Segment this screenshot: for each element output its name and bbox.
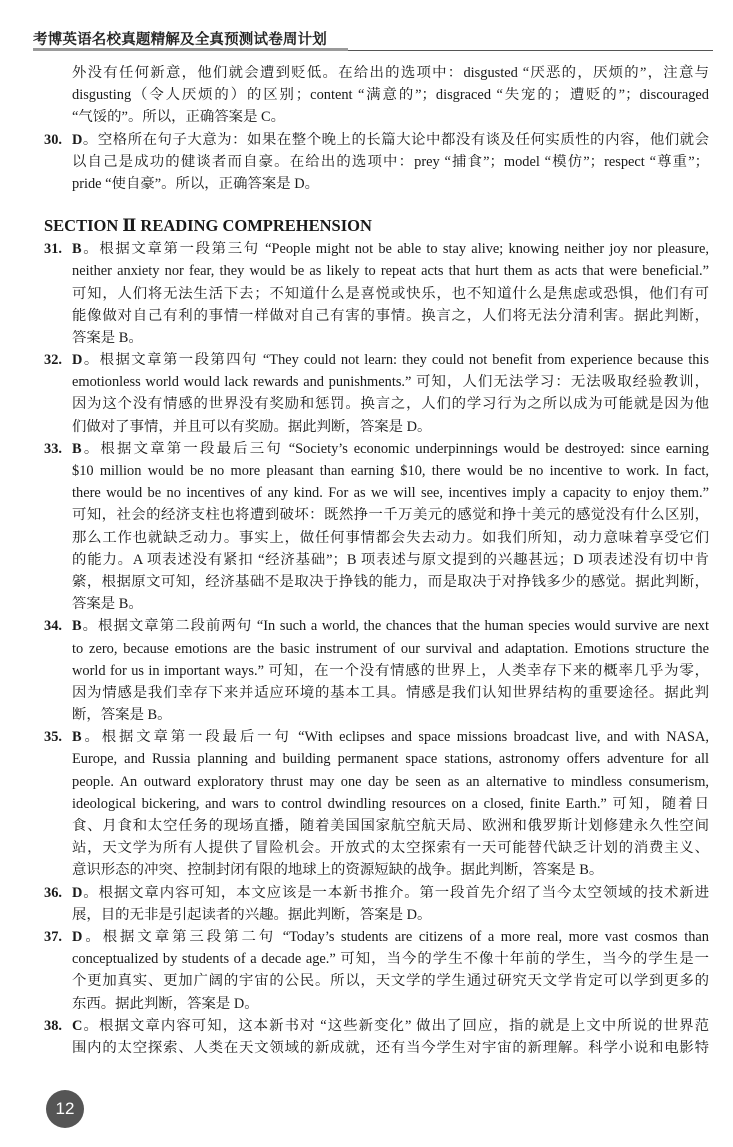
section-heading: SECTION Ⅱ READING COMPREHENSION: [44, 216, 372, 236]
answer-item-32: [44, 349, 709, 438]
text-line: [44, 129, 709, 151]
question-number: 33.: [44, 440, 62, 457]
explanation-text: 。根据文章第一段最后一句 “With eclipses and space missions broadcast live, and with NASA,: [81, 729, 709, 746]
explanation-text: 。根据文章第一段第三句 “People might not be able to stay alive; knowing neither joy nor pleasure,: [81, 241, 709, 258]
text-line: 展，目的无非是引起读者的兴趣。据此判断，答案是 D。: [72, 906, 432, 923]
explanation-text: 。空格所在句子大意为：如果在整个晚上的长篇大论中都没有谈及任何实质性的内容，他们就会: [82, 131, 709, 148]
text-line: 能像做对自己有利的事情一样做对自己有害的事情。换言之，人们将无法分清利害。据此判断，: [72, 307, 709, 324]
question-number: 35.: [44, 729, 62, 746]
answer-letter: B: [72, 729, 82, 746]
answer-letter: B: [72, 618, 82, 635]
text-line: 因为情感是我们幸存下来并适应环境的基本工具。情感是我们认知世界结构的重要途径。据此判: [72, 684, 709, 701]
page-number-badge: 12: [46, 1090, 84, 1128]
text-line: 答案是 B。: [72, 596, 143, 613]
answer-item-30: [44, 129, 709, 196]
section-gap: [44, 195, 709, 215]
running-head: [33, 26, 713, 52]
answer-item-36: [44, 882, 709, 926]
text-line: 东西。据此判断，答案是 D。: [72, 995, 259, 1012]
text-line: [44, 238, 709, 260]
text-line: [44, 926, 709, 948]
text-line: 外没有任何新意，他们就会遭到贬低。在给出的选项中：disgusted “厌恶的，厌烦的”，注意与: [72, 65, 709, 81]
text-line: 可知，人们将无法生活下去；不知道什么是喜悦或快乐，也不知道什么是焦虑或恐惧，他们有可: [72, 285, 709, 302]
explanation-text: 。根据文章第一段第四句 “They could not learn: they could not benefit from experience because this: [82, 352, 709, 369]
question-number: 38.: [44, 1017, 62, 1034]
answer-letter: D: [72, 928, 83, 945]
text-line: there would be no incentives of any kind. For as we will see, incentives imply a capacity to enjoy them.”: [72, 485, 709, 502]
text-line: 断，答案是 B。: [72, 707, 172, 724]
answer-letter: B: [72, 241, 82, 258]
text-line: 答案是 B。: [72, 329, 143, 346]
answer-list-cloze: [44, 129, 709, 196]
answer-item-33: [44, 438, 709, 616]
text-line: neither anxiety nor fear, they would be as likely to repeat acts that hurt them as acts that were beneficial.”: [72, 263, 709, 280]
answer-list-reading: [44, 238, 709, 1059]
running-head-title: 考博英语名校真题精解及全真预测试卷周计划: [33, 32, 327, 48]
running-head-accent-rule: [33, 48, 348, 51]
text-line: 那么工作也就缺乏动力。事实上，做任何事情都会失去动力。如我们所知，动力意味着享受它们: [72, 529, 709, 546]
text-line: pride “使自豪”。所以，正确答案是 D。: [72, 175, 320, 192]
answer-item-34: [44, 615, 709, 726]
answer-letter: C: [72, 1017, 83, 1034]
explanation-text: 。根据文章第三段第二句 “Today’s students are citizens of a more real, more vast cosmos than: [82, 928, 709, 945]
text-line: 食、月食和太空任务的现场直播，随着美国国家航空航天局、欧洲和俄罗斯计划修建永久性空间: [72, 818, 709, 834]
continuation-paragraph: [44, 62, 709, 129]
text-line: people. An outward exploratory thrust may one day be seen as an alternative to mindless consumerism,: [72, 773, 709, 790]
text-line: [44, 438, 709, 460]
answer-letter: D: [72, 352, 83, 369]
text-line: 个更加真实、更加广阔的宇宙的公民。所以，天文学的学生通过研究天文学肯定可以学到更多的: [72, 973, 709, 990]
text-line: disgusting（令人厌烦的）的区别；content “满意的”；disgraced “失宠的；遭贬的”；discouraged: [72, 87, 709, 104]
text-line: 站，天文学为所有人提供了冒险机会。开放式的太空探索有一天可能替代缺乏计划的消费主义、: [72, 840, 709, 857]
text-line: 们做对了事情，并且可以有奖励。据此判断，答案是 D。: [72, 418, 432, 435]
explanation-text: 。根据文章内容可知，这本新书对 “这些新变化” 做出了回应，指的就是上文中所说的世界范: [82, 1017, 709, 1034]
answer-letter: D: [72, 884, 83, 901]
answer-item-38: [44, 1015, 709, 1059]
text-line: ideological bickering, and wars to control dwindling resources on a closed, finite Earth.” 可知，随着日: [72, 795, 709, 812]
text-line: emotionless world would lack rewards and punishments.” 可知，人们无法学习：无法吸取经验教训，: [72, 374, 709, 391]
answer-item-35: [44, 726, 709, 881]
text-line: “气馁的”。所以，正确答案是 C。: [72, 109, 286, 126]
text-line: world for us in important ways.” 可知，在一个没有情感的世界上，人类幸存下来的概率几乎为零，: [72, 662, 709, 679]
text-line: 意识形态的冲突、控制封闭有限的地球上的资源短缺的战争。据此判断，答案是 B。: [72, 862, 604, 879]
page-content: [44, 62, 709, 1059]
text-line: $10 million would be no more pleasant than earning $10, there would be no incentive to work. In fact,: [72, 463, 709, 479]
text-line: 因为这个没有情感的世界没有奖励和惩罚。换言之，人们的学习行为之所以成为可能就是因为他: [72, 396, 709, 413]
text-line: conceptualized by students of a decade age.” 可知，当今的学生不像十年前的学生，当今的学生是一: [72, 951, 709, 968]
text-line: [44, 882, 709, 904]
explanation-text: 。根据文章第一段最后三句 “Society’s economic underpinnings would be destroyed: since earning: [81, 440, 709, 457]
explanation-text: 。根据文章内容可知，本文应该是一本新书推介。第一段首先介绍了当今太空领域的技术新进: [82, 884, 709, 901]
question-number: 30.: [44, 131, 62, 148]
question-number: 37.: [44, 928, 62, 945]
answer-letter: D: [72, 131, 83, 148]
text-line: [44, 349, 709, 371]
explanation-text: 。根据文章第二段前两句 “In such a world, the chances that the human species would survive are next: [81, 618, 709, 635]
question-number: 31.: [44, 241, 62, 258]
text-line: to zero, because emotions are the basic instrument of our survival and adaptation. Emotions structure the: [72, 640, 709, 657]
question-number: 36.: [44, 884, 62, 901]
text-line: Europe, and Russia planning and building permanent space stations, astronomy offers adventure for all: [72, 751, 709, 768]
text-line: 綮，根据原文可知，经济基础不是取决于挣钱的能力，而是取决于对挣钱多少的感觉。据此判断，: [72, 573, 709, 590]
text-line: [44, 1015, 709, 1037]
text-line: [44, 726, 709, 748]
answer-item-37: [44, 926, 709, 1015]
text-line: 以自己是成功的健谈者而自豪。在给出的选项中：prey “捕食”；model “模仿”；respect “尊重”；: [72, 153, 709, 170]
text-line: 围内的太空探索、人类在天文领域的新成就，还有当今学生对宇宙的新理解。科学小说和电影特: [72, 1039, 709, 1056]
text-line: 可知，社会的经济支柱也将遭到破坏：既然挣一千万美元的感觉和挣十美元的感觉没有什么区别，: [72, 507, 709, 524]
text-line: [44, 615, 709, 637]
question-number: 34.: [44, 618, 62, 635]
question-number: 32.: [44, 352, 62, 369]
text-line: 的能力。A 项表述没有紧扣 “经济基础”；B 项表述与原文提到的兴趣甚远；D 项表述没有切中肯: [72, 551, 709, 568]
answer-item-31: [44, 238, 709, 349]
answer-letter: B: [72, 440, 82, 457]
